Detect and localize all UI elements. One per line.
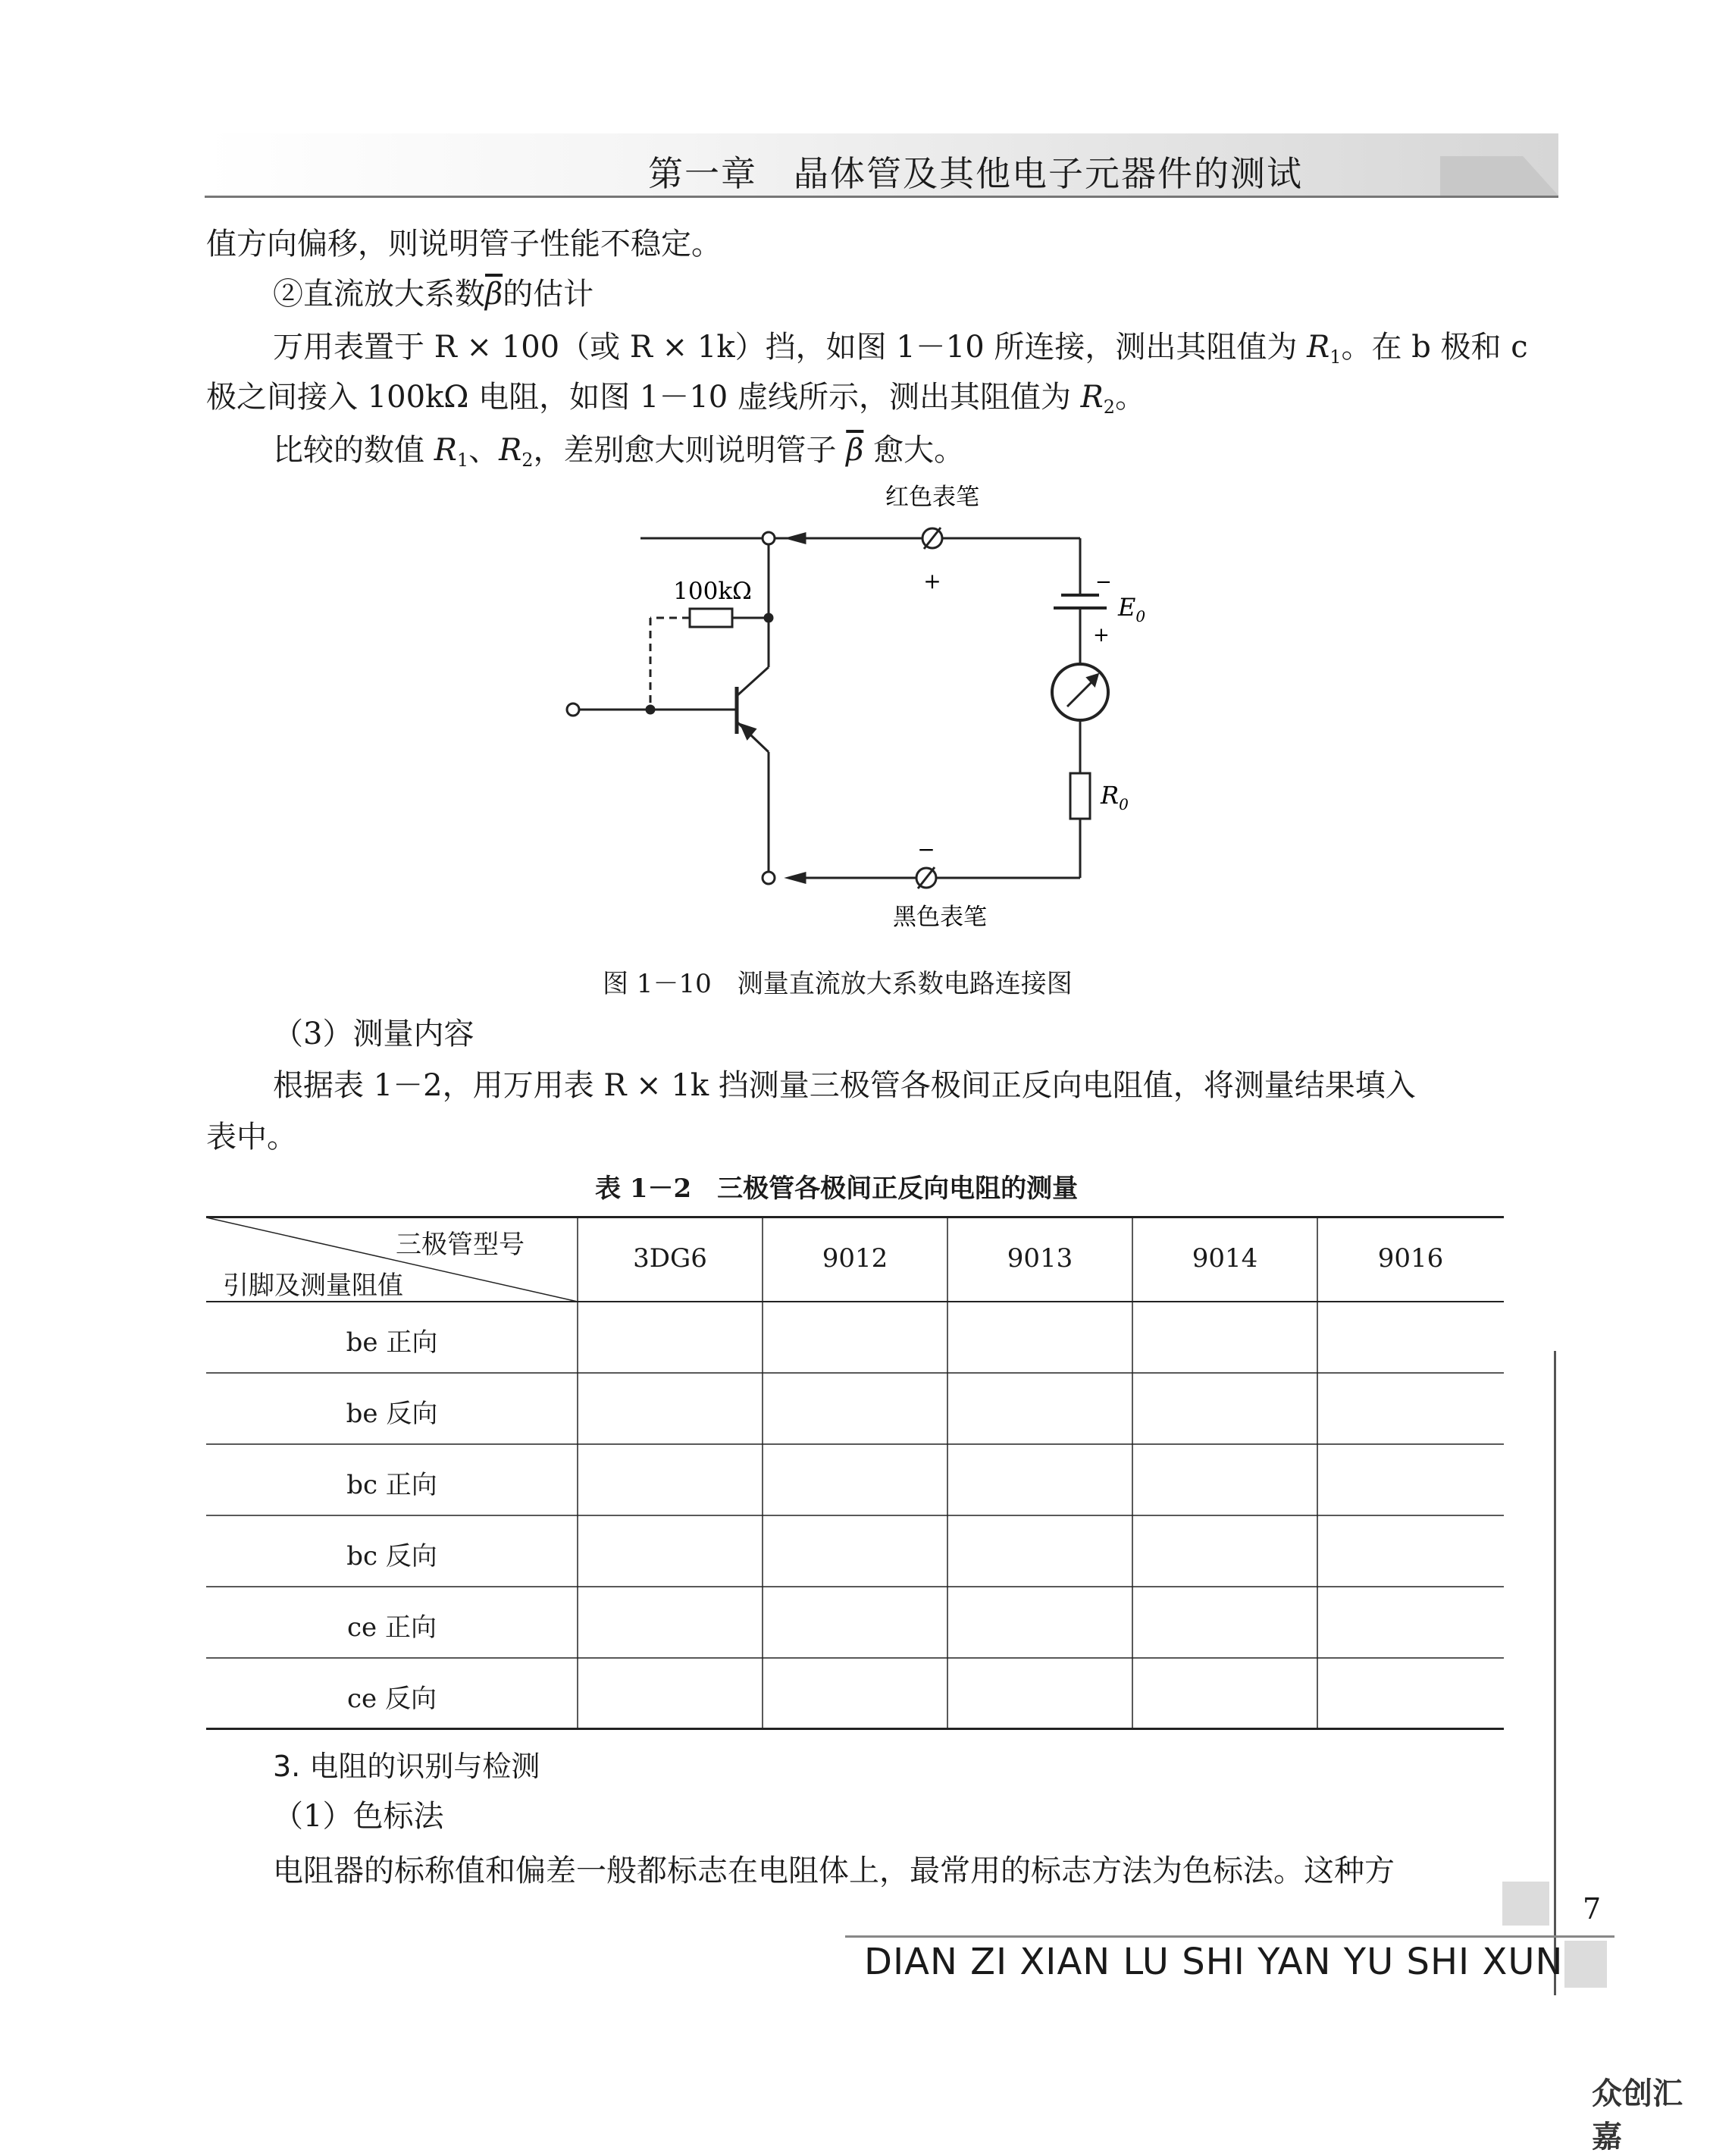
p2-r2-subscript: 2: [521, 450, 534, 471]
p1-text-a: 万用表置于 R × 100（或 R × 1k）挡，如图 1－10 所连接，测出其阻值为: [273, 330, 1308, 365]
collector-terminal: [763, 532, 775, 544]
color-code-subheading: （1）色标法: [273, 1799, 444, 1834]
p2-text-b: ，差别愈大则说明管子: [533, 433, 847, 468]
section-3-para-line-2: 表中。: [206, 1120, 297, 1155]
column-header: 9016: [1377, 1243, 1444, 1274]
p2-r2-symbol: R: [499, 433, 522, 468]
p1-l2-text-b: 。: [1115, 380, 1146, 415]
top-plus-label: +: [923, 569, 941, 594]
measurement-table: [206, 1216, 1504, 1730]
footer-vertical-rule: [1554, 1351, 1556, 1995]
row-label: bc 正向: [346, 1470, 437, 1500]
e0-subscript: 0: [1135, 607, 1146, 625]
footer-box-decoration: [1502, 1882, 1549, 1926]
item-2-title: [273, 276, 593, 312]
watermark-text: 众创汇嘉: [1592, 2076, 1683, 2154]
base-terminal: [567, 704, 579, 716]
section-3-title: （3）测量内容: [273, 1017, 474, 1051]
row-label: ce 反向: [347, 1684, 437, 1714]
red-probe-label: 红色表笔: [885, 484, 979, 511]
paragraph-1-line-1: [273, 329, 1528, 375]
r0-label: [1100, 781, 1129, 813]
p2-r1-symbol: R: [434, 433, 457, 468]
figure-caption: 图 1－10 测量直流放大系数电路连接图: [603, 969, 1073, 999]
r0-letter: R: [1101, 781, 1120, 810]
section-3-para-line-1: 根据表 1－2，用万用表 R × 1k 挡测量三极管各极间正反向电阻值，将测量结果填入: [273, 1068, 1416, 1103]
r1-subscript: 1: [1329, 346, 1342, 368]
resistor-paragraph: 电阻器的标称值和偏差一般都标志在电阻体上，最常用的标志方法为色标法。这种方: [273, 1854, 1395, 1888]
battery-plus-label: +: [1093, 624, 1110, 647]
row-label: be 正向: [346, 1327, 438, 1358]
r2-symbol: R: [1080, 380, 1104, 415]
row-label: bc 反向: [346, 1541, 437, 1572]
column-header: 9013: [1007, 1243, 1073, 1274]
battery-minus-label: −: [1095, 571, 1112, 594]
resistor-section-heading: 3. 电阻的识别与检测: [273, 1750, 540, 1783]
bottom-arrow: [788, 873, 805, 882]
p2-text-a: 比较的数值: [273, 433, 434, 468]
p2-text-c: 愈大。: [863, 433, 965, 468]
resistor-100k: [690, 609, 732, 627]
r0-resistor: [1070, 773, 1090, 819]
r1-symbol: R: [1307, 330, 1330, 365]
emitter-terminal: [763, 872, 775, 884]
r2-subscript: 2: [1103, 396, 1116, 418]
paragraph-2: [273, 432, 964, 478]
e0-letter: E: [1118, 593, 1136, 622]
diag-header-top: 三极管型号: [396, 1230, 525, 1260]
black-probe-label: 黑色表笔: [893, 904, 987, 931]
beta-symbol: $\overline{\beta}$: [485, 277, 503, 312]
row-label: be 反向: [346, 1399, 438, 1429]
circuit-schematic: [531, 478, 1213, 932]
top-arrow: [788, 534, 805, 543]
p1-text-b: 。在 b 极和 c: [1341, 330, 1528, 365]
e0-label: [1117, 593, 1145, 625]
page-number: 7: [1583, 1892, 1602, 1926]
paragraph-1-line-2: [206, 379, 1145, 425]
r0-subscript: 0: [1119, 795, 1129, 813]
collector-lead: [737, 667, 769, 696]
bottom-minus-label: −: [917, 837, 935, 862]
p2-separator: 、: [468, 433, 500, 468]
footer-box-decoration: [1564, 1941, 1607, 1988]
row-label: ce 正向: [347, 1612, 437, 1643]
column-header: 9012: [822, 1243, 888, 1274]
header-rule: [205, 196, 1558, 198]
item-2-title-post: 的估计: [503, 277, 594, 312]
p1-l2-text-a: 极之间接入 100kΩ 电阻，如图 1－10 虚线所示，测出其阻值为: [206, 380, 1081, 415]
series-title: DIAN ZI XIAN LU SHI YAN YU SHI XUN: [864, 1941, 1564, 1983]
footer-horizontal-rule: [845, 1935, 1614, 1938]
resistor-100k-label: 100kΩ: [673, 578, 752, 605]
column-header: 9014: [1192, 1243, 1258, 1274]
table-caption: 表 1－2 三极管各极间正反向电阻的测量: [595, 1174, 1079, 1204]
item-2-title-pre: ②直流放大系数: [273, 277, 485, 312]
p2-r1-subscript: 1: [456, 450, 469, 471]
p2-beta-symbol: $\overline{\beta}$: [846, 433, 864, 468]
chapter-title: 第一章 晶体管及其他电子元器件的测试: [648, 153, 1303, 194]
column-header: 3DG6: [633, 1243, 707, 1274]
base-junction: [647, 706, 654, 713]
diag-header-bottom: 引脚及测量阻值: [223, 1271, 403, 1301]
body-line-1: 值方向偏移，则说明管子性能不稳定。: [206, 227, 722, 262]
